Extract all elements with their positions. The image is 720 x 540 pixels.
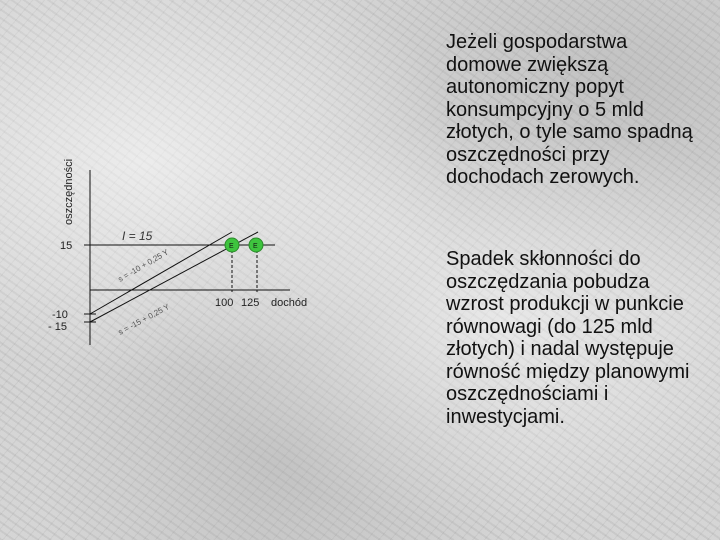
x-axis-label: dochód	[271, 297, 308, 309]
text-paragraph-1: Jeżeli gospodarstwa domowe zwiększą autonomiczny popyt konsumpcyjny o 5 mld złotych, o tyle samo spadną oszczędności przy dochodach zerowych.	[446, 31, 693, 188]
y-tick-label-15: 15	[60, 240, 73, 252]
x-tick-label-125: 125	[241, 297, 260, 309]
line-label-2: s = -15 + 0,25 Y	[116, 302, 172, 337]
y-axis-label: oszczędności	[63, 158, 75, 225]
y-tick-label-minus10: -10	[52, 309, 68, 321]
y-tick-label-minus15: - 15	[48, 321, 67, 333]
equilibrium-label-original: E	[229, 243, 234, 250]
saving-line-original	[90, 232, 232, 314]
text-paragraph-2: Spadek skłonności do oszczędzania pobudza wzrost produkcji w punkcie równowagi (do 125 mld złotych) i nadal występuje równość między planowymi oszczędnościami i inwestycjami.	[446, 248, 690, 428]
line-label-1: s = -10 + 0,25 Y	[116, 247, 171, 284]
equilibrium-label-new: E	[253, 243, 258, 250]
investment-label: I = 15	[122, 229, 153, 243]
x-tick-label-100: 100	[215, 297, 234, 309]
